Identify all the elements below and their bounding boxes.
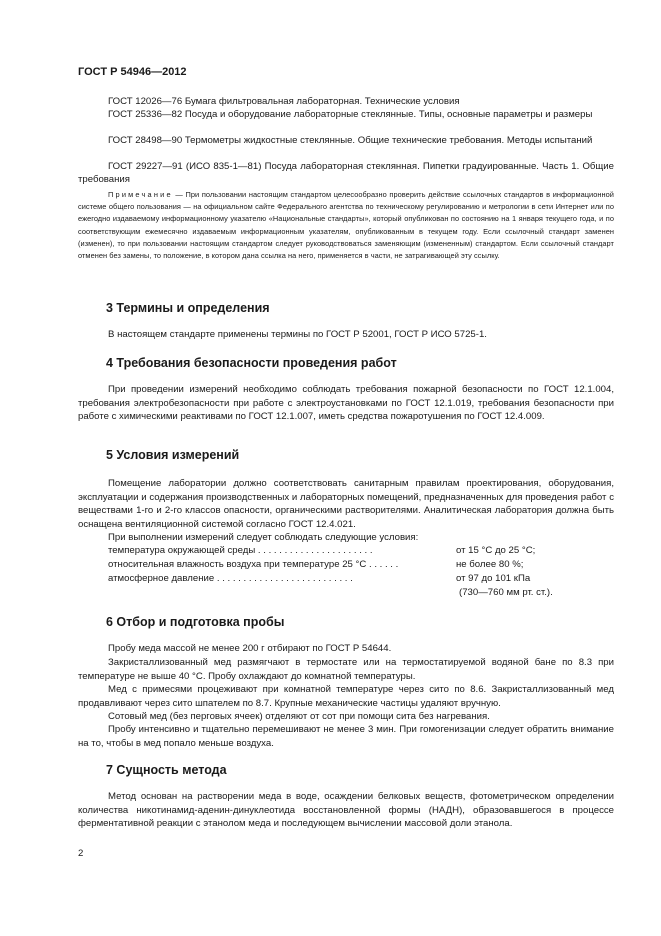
document-header: ГОСТ Р 54946—2012 <box>78 66 187 78</box>
section-title: 3 Термины и определения <box>106 301 270 315</box>
paragraph: Пробу интенсивно и тщательно перемешивают не менее 3 мин. При гомогенизации следует обратить внимание на то, чтобы в мед попало меньше воздуха. <box>78 724 614 749</box>
section-title: 4 Требования безопасности проведения работ <box>106 356 397 370</box>
condition-value: от 97 до 101 кПа <box>456 573 531 584</box>
leader-dots: . . . . . . . . . . . . . . . . . . . . . . . . . . <box>216 573 353 584</box>
reference-item: ГОСТ 28498—90 Термометры жидкостные стеклянные. Общие технические требования. Методы испытаний <box>108 135 593 146</box>
condition-name: относительная влажность воздуха при температуре 25 °С <box>108 559 367 570</box>
paragraph: При выполнении измерений следует соблюдать следующие условия: <box>108 532 419 543</box>
paragraph: Метод основан на растворении меда в воде, осаждении белковых веществ, фотометрическом определении количества никотинамид-аденин-динуклеотида восстановленной формы (НАДН), образовавшегося в процессе ферментативной реакции с этанолом меда и последующем вычислении массовой доли этанола. <box>78 791 614 829</box>
paragraph: В настоящем стандарте применены термины по ГОСТ Р 52001, ГОСТ Р ИСО 5725-1. <box>108 329 487 340</box>
reference-item: ГОСТ 25336—82 Посуда и оборудование лабораторные стеклянные. Типы, основные параметры и размеры <box>108 109 593 120</box>
leader-dots: . . . . . . <box>368 559 399 570</box>
reference-item: ГОСТ 29227—91 (ИСО 835-1—81) Посуда лабораторная стеклянная. Пипетки градуированные. Часть 1. Общие требования <box>78 161 614 185</box>
reference-item: ГОСТ 12026—76 Бумага фильтровальная лабораторная. Технические условия <box>108 96 460 107</box>
paragraph: Пробу меда массой не менее 200 г отбирают по ГОСТ Р 54644. <box>108 643 392 654</box>
condition-value: не более 80 %; <box>456 559 524 570</box>
pressure-mm: (730—760 мм рт. ст.). <box>459 587 553 598</box>
condition-row <box>108 573 353 584</box>
note-text: — При пользовании настоящим стандартом целесообразно проверить действие ссылочных стандартов в информационной системе общего пользования — на официальном сайте Федерального агентства по техническому регулированию и метрологии в сети Интернет или по ежегодно издаваемому информационному указателю «Национальные стандарты», который опубликован по состоянию на 1 января текущего года, и по соответствующим ежемесячно издаваемым информационным указателям, опубликованным в текущем году. Если ссылочный стандарт заменен (изменен), то при пользовании настоящим стандартом следует руководствоваться заменяющим (измененным) стандартом. Если ссылочный стандарт отменен без замены, то положение, в котором дана ссылка на него, применяется в части, не затрагивающей эту ссылку. <box>78 190 614 261</box>
paragraph: Сотовый мед (без перговых ячеек) отделяют от сот при помощи сита без нагревания. <box>108 711 490 722</box>
section-title: 6 Отбор и подготовка пробы <box>106 615 285 629</box>
condition-name: атмосферное давление <box>108 573 215 584</box>
note-label: Примечание <box>108 190 173 199</box>
section-title: 7 Сущность метода <box>106 763 227 777</box>
paragraph: Помещение лаборатории должно соответствовать санитарным правилам проектирования, оборудования, эксплуатации и содержания производственных и лабораторных помещений, предназначенных для проведения работ с веществами 1-го и 2-го классов опасности, органическими растворителями. Аналитическая лаборатория должна быть оснащена вентиляционной системой согласно ГОСТ 12.4.021. <box>78 478 614 530</box>
condition-name: температура окружающей среды <box>108 545 256 556</box>
paragraph: Мед с примесями процеживают при комнатной температуре через сито по 8.6. Закристаллизованный мед продавливают через сито шпателем по 8.7. Крупные механические частицы удаляют вручную. <box>78 684 614 709</box>
note-block <box>78 189 614 262</box>
paragraph: При проведении измерений необходимо соблюдать требования пожарной безопасности по ГОСТ 12.1.004, требования электробезопасности при работе с электроустановками по ГОСТ 12.1.019, требования безопасности при работе с химическими реактивами по ГОСТ 12.1.007, иметь средства пожаротушения по ГОСТ 12.4.009. <box>78 384 614 422</box>
section-title: 5 Условия измерений <box>106 448 240 462</box>
paragraph: Закристаллизованный мед размягчают в термостате или на термостатируемой водяной бане по 8.3 при температуре не выше 40 °С. Пробу охлаждают до комнатной температуры. <box>78 657 614 682</box>
condition-value: от 15 °С до 25 °С; <box>456 545 536 556</box>
condition-row <box>108 559 398 570</box>
condition-row <box>108 545 373 556</box>
page-number: 2 <box>78 848 84 859</box>
leader-dots: . . . . . . . . . . . . . . . . . . . . . . <box>257 545 373 556</box>
